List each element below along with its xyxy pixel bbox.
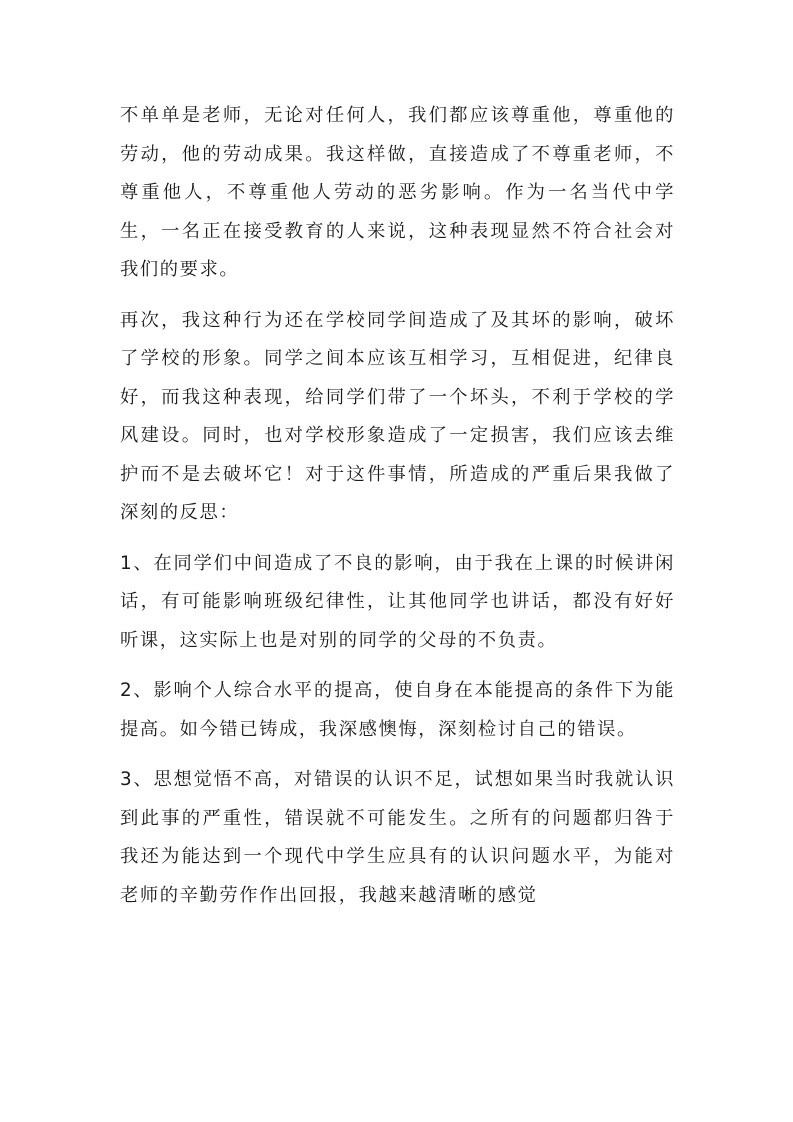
document-body (120, 97, 675, 927)
paragraph-school-impact: 再次，我这种行为还在学校同学间造成了及其坏的影响，破坏了学校的形象。同学之间本应该互相学习，互相促进，纪律良好，而我这种表现，给同学们带了一个坏头，不利于学校的学风建设。同时，也对学校形象造成了一定损害，我们应该去维护而不是去破坏它！对于这件事情，所造成的严重后果我做了深刻的反思： (120, 309, 675, 523)
list-item-1: 1、在同学们中间造成了不良的影响，由于我在上课的时候讲闲话，有可能影响班级纪律性，让其他同学也讲话，都没有好好听课，这实际上也是对别的同学的父母的不负责。 (120, 552, 675, 651)
list-item-3: 3、思想觉悟不高，对错误的认识不足，试想如果当时我就认识到此事的严重性，错误就不可能发生。之所有的问题都归咎于我还为能达到一个现代中学生应具有的认识问题水平，为能对老师的辛勤劳作作出回报，我越来越清晰的感觉 (120, 769, 675, 906)
paragraph-respect: 不单单是老师，无论对任何人，我们都应该尊重他，尊重他的劳动，他的劳动成果。我这样做，直接造成了不尊重老师，不尊重他人，不尊重他人劳动的恶劣影响。作为一名当代中学生，一名正在接受教育的人来说，这种表现显然不符合社会对我们的要求。 (120, 105, 675, 280)
list-item-2: 2、影响个人综合水平的提高，使自身在本能提高的条件下为能提高。如今错已铸成，我深感懊悔，深刻检讨自己的错误。 (120, 680, 675, 740)
